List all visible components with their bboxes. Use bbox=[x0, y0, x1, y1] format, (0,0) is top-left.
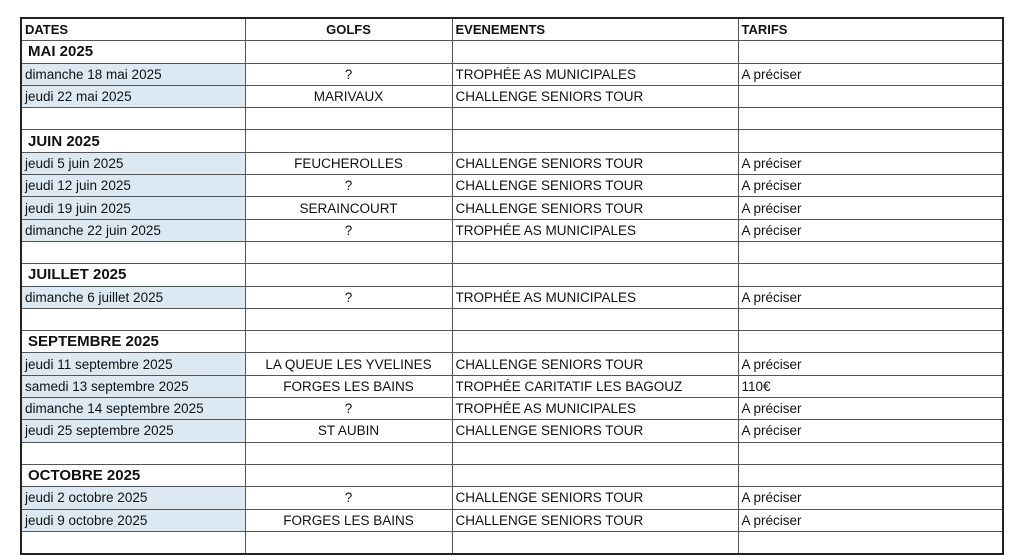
tarif-cell: A préciser bbox=[738, 152, 1002, 174]
cell-empty bbox=[22, 308, 245, 330]
spacer-row bbox=[22, 241, 1002, 263]
cell-empty bbox=[22, 241, 245, 263]
cell-empty bbox=[245, 308, 452, 330]
golf-cell: FORGES LES BAINS bbox=[245, 375, 452, 397]
date-cell: jeudi 9 octobre 2025 bbox=[22, 509, 245, 531]
cell-empty bbox=[738, 308, 1002, 330]
event-cell: CHALLENGE SENIORS TOUR bbox=[452, 197, 738, 219]
golf-cell: ? bbox=[245, 219, 452, 241]
month-label: SEPTEMBRE 2025 bbox=[22, 331, 245, 353]
event-cell: TROPHÉE AS MUNICIPALES bbox=[452, 63, 738, 85]
cell-empty bbox=[452, 108, 738, 130]
schedule-table bbox=[22, 19, 1002, 553]
table-row bbox=[22, 420, 1002, 442]
date-cell: jeudi 12 juin 2025 bbox=[22, 175, 245, 197]
golf-cell: FORGES LES BAINS bbox=[245, 509, 452, 531]
cell-empty bbox=[452, 464, 738, 486]
cell-empty bbox=[245, 442, 452, 464]
cell-empty bbox=[738, 241, 1002, 263]
cell-empty bbox=[245, 464, 452, 486]
cell-empty bbox=[738, 531, 1002, 553]
date-cell: jeudi 5 juin 2025 bbox=[22, 152, 245, 174]
month-label: JUILLET 2025 bbox=[22, 264, 245, 286]
table-row bbox=[22, 398, 1002, 420]
tarif-cell: A préciser bbox=[738, 175, 1002, 197]
cell-empty bbox=[452, 241, 738, 263]
header-evenements: EVENEMENTS bbox=[452, 19, 738, 41]
table-row bbox=[22, 85, 1002, 107]
table-row bbox=[22, 353, 1002, 375]
golf-cell: ? bbox=[245, 487, 452, 509]
cell-empty bbox=[452, 531, 738, 553]
month-row bbox=[22, 464, 1002, 486]
header-golfs: GOLFS bbox=[245, 19, 452, 41]
golf-cell: ? bbox=[245, 398, 452, 420]
spacer-row bbox=[22, 308, 1002, 330]
cell-empty bbox=[245, 108, 452, 130]
golf-cell: ? bbox=[245, 286, 452, 308]
date-cell: dimanche 6 juillet 2025 bbox=[22, 286, 245, 308]
date-cell: jeudi 25 septembre 2025 bbox=[22, 420, 245, 442]
cell-empty bbox=[22, 531, 245, 553]
event-cell: CHALLENGE SENIORS TOUR bbox=[452, 175, 738, 197]
table-row bbox=[22, 509, 1002, 531]
cell-empty bbox=[738, 130, 1002, 152]
spacer-row bbox=[22, 108, 1002, 130]
date-cell: samedi 13 septembre 2025 bbox=[22, 375, 245, 397]
table-row bbox=[22, 175, 1002, 197]
header-dates: DATES bbox=[22, 19, 245, 41]
date-cell: jeudi 22 mai 2025 bbox=[22, 85, 245, 107]
cell-empty bbox=[738, 264, 1002, 286]
event-cell: CHALLENGE SENIORS TOUR bbox=[452, 85, 738, 107]
golf-cell: FEUCHEROLLES bbox=[245, 152, 452, 174]
table-row bbox=[22, 197, 1002, 219]
cell-empty bbox=[245, 41, 452, 63]
event-cell: CHALLENGE SENIORS TOUR bbox=[452, 420, 738, 442]
event-cell: TROPHÉE AS MUNICIPALES bbox=[452, 398, 738, 420]
table-row bbox=[22, 286, 1002, 308]
table-row bbox=[22, 219, 1002, 241]
cell-empty bbox=[22, 108, 245, 130]
events-table bbox=[20, 17, 1004, 555]
table-row bbox=[22, 152, 1002, 174]
event-cell: CHALLENGE SENIORS TOUR bbox=[452, 353, 738, 375]
event-cell: TROPHÉE AS MUNICIPALES bbox=[452, 286, 738, 308]
cell-empty bbox=[452, 331, 738, 353]
month-row bbox=[22, 41, 1002, 63]
tarif-cell: 110€ bbox=[738, 375, 1002, 397]
table-row bbox=[22, 487, 1002, 509]
cell-empty bbox=[452, 41, 738, 63]
header-row bbox=[22, 19, 1002, 41]
month-label: JUIN 2025 bbox=[22, 130, 245, 152]
tarif-cell: A préciser bbox=[738, 286, 1002, 308]
tarif-cell: A préciser bbox=[738, 197, 1002, 219]
tarif-cell: A préciser bbox=[738, 353, 1002, 375]
month-row bbox=[22, 130, 1002, 152]
cell-empty bbox=[245, 130, 452, 152]
header-tarifs: TARIFS bbox=[738, 19, 1002, 41]
date-cell: dimanche 18 mai 2025 bbox=[22, 63, 245, 85]
golf-cell: ? bbox=[245, 175, 452, 197]
tarif-cell: A préciser bbox=[738, 509, 1002, 531]
month-row bbox=[22, 264, 1002, 286]
date-cell: jeudi 2 octobre 2025 bbox=[22, 487, 245, 509]
event-cell: TROPHÉE CARITATIF LES BAGOUZ bbox=[452, 375, 738, 397]
cell-empty bbox=[738, 442, 1002, 464]
cell-empty bbox=[738, 41, 1002, 63]
spacer-row bbox=[22, 442, 1002, 464]
month-label: MAI 2025 bbox=[22, 41, 245, 63]
event-cell: TROPHÉE AS MUNICIPALES bbox=[452, 219, 738, 241]
tarif-cell: A préciser bbox=[738, 219, 1002, 241]
cell-empty bbox=[452, 264, 738, 286]
event-cell: CHALLENGE SENIORS TOUR bbox=[452, 487, 738, 509]
cell-empty bbox=[452, 130, 738, 152]
table-row bbox=[22, 63, 1002, 85]
golf-cell: LA QUEUE LES YVELINES bbox=[245, 353, 452, 375]
event-cell: CHALLENGE SENIORS TOUR bbox=[452, 152, 738, 174]
golf-cell: MARIVAUX bbox=[245, 85, 452, 107]
tarif-cell: A préciser bbox=[738, 420, 1002, 442]
date-cell: jeudi 11 septembre 2025 bbox=[22, 353, 245, 375]
cell-empty bbox=[22, 442, 245, 464]
month-label: OCTOBRE 2025 bbox=[22, 464, 245, 486]
table-row bbox=[22, 375, 1002, 397]
date-cell: jeudi 19 juin 2025 bbox=[22, 197, 245, 219]
cell-empty bbox=[738, 464, 1002, 486]
month-row bbox=[22, 331, 1002, 353]
date-cell: dimanche 14 septembre 2025 bbox=[22, 398, 245, 420]
tarif-cell: A préciser bbox=[738, 398, 1002, 420]
cell-empty bbox=[245, 264, 452, 286]
cell-empty bbox=[245, 331, 452, 353]
golf-cell: ST AUBIN bbox=[245, 420, 452, 442]
tarif-cell: A préciser bbox=[738, 63, 1002, 85]
date-cell: dimanche 22 juin 2025 bbox=[22, 219, 245, 241]
cell-empty bbox=[738, 108, 1002, 130]
cell-empty bbox=[452, 308, 738, 330]
cell-empty bbox=[738, 331, 1002, 353]
tarif-cell: A préciser bbox=[738, 487, 1002, 509]
golf-cell: SERAINCOURT bbox=[245, 197, 452, 219]
cell-empty bbox=[245, 531, 452, 553]
tarif-cell bbox=[738, 85, 1002, 107]
spacer-row bbox=[22, 531, 1002, 553]
golf-cell: ? bbox=[245, 63, 452, 85]
cell-empty bbox=[245, 241, 452, 263]
cell-empty bbox=[452, 442, 738, 464]
event-cell: CHALLENGE SENIORS TOUR bbox=[452, 509, 738, 531]
